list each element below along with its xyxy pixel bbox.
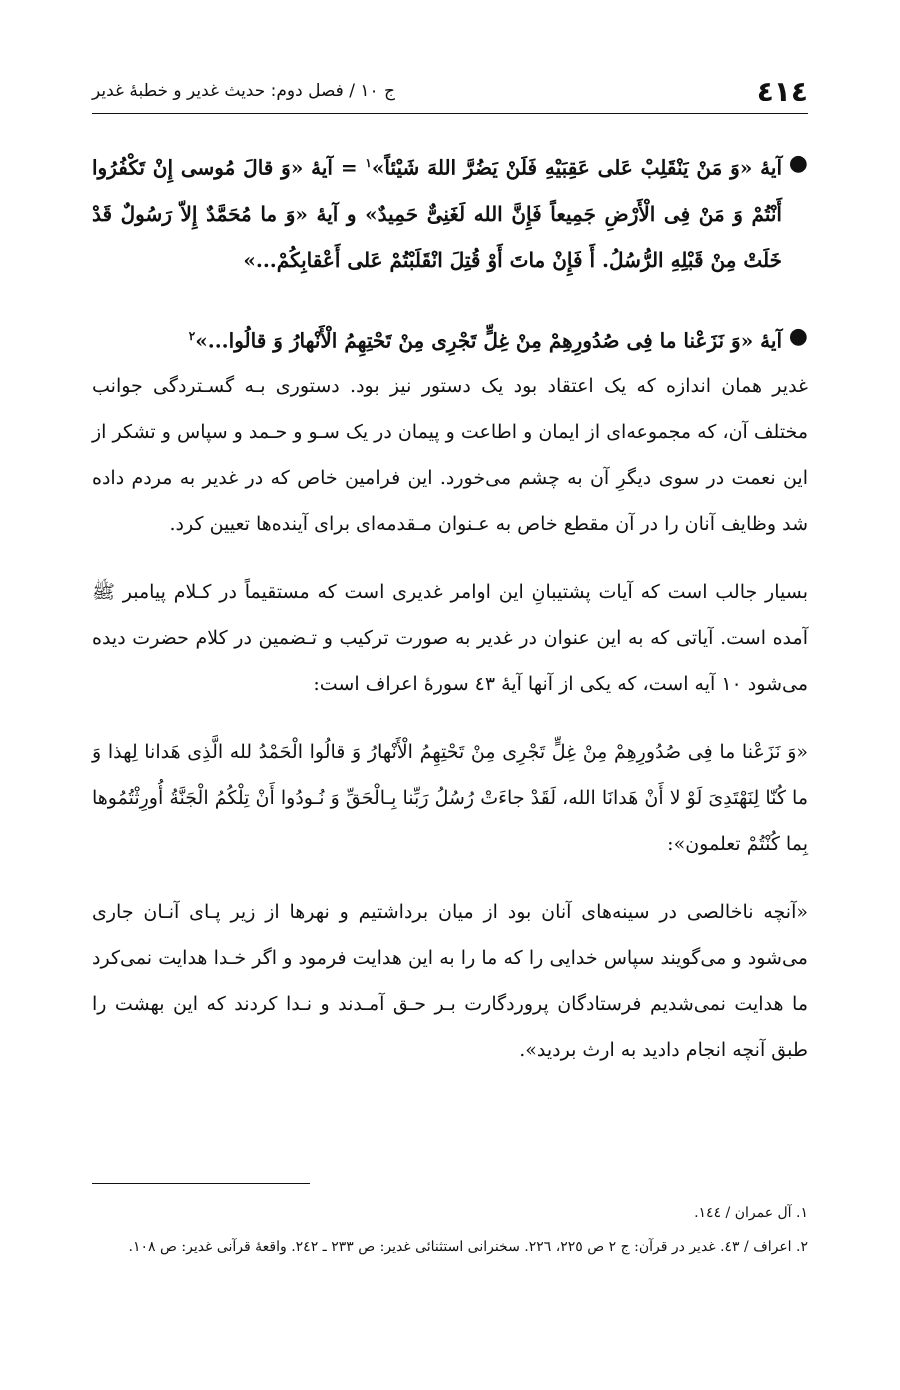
running-head: ج ١٠ / فصل دوم: حدیث غدیر و خطبهٔ غدیر [92, 81, 396, 101]
page-header [92, 72, 808, 110]
page-body [92, 140, 808, 1073]
footnote-rule [92, 1183, 310, 1184]
quran-quote-paragraph: «وَ نَزَعْنا ما فِی صُدُورِهِمْ مِنْ غِلٍّ تَجْرِی مِنْ تَحْتِهِمُ الْأَنْهارُ وَ قالُوا الْحَمْدُ لله الَّذِی هَدانا لِهذا وَ ما کُنّا لِنَهْتَدِیَ لَوْ لا أَنْ هَدانَا الله، لَقَدْ جاءَتْ رُسُلُ رَبِّنا بِـالْحَقِّ وَ نُـودُوا أَنْ تِلْکُمُ الْجَنَّةُ أُورِثْتُمُوها بِما کُنْتُمْ تعلمون»: [92, 741, 808, 856]
verse-text: آیهٔ «وَ مَنْ یَنْقَلِبْ عَلی عَقِبَیْهِ فَلَنْ یَضُرَّ اللهَ شَیْئاً» [371, 155, 783, 180]
translation-paragraph: «آنچه ناخالصی در سینه‌های آنان بود از میان برداشتیم و نهرها از زیر پـای آنـان جاری می‌شود و می‌گویند سپاس خدایی را که ما را به این هدایت فرمود و اگر خـدا هدایت نمی‌کرد ما هدایت نمی‌شدیم فرستادگان پروردگارت بـر حـق آمـدند و نـدا کردند که این بهشت را طبق آنچه انجام دادید به ارث بردید». [92, 901, 808, 1062]
verse-text-continued: = آیهٔ «وَ قالَ مُوسی إِنْ تَکْفُرُوا أَنْتُمْ وَ مَنْ فِی الْأَرْضِ جَمِیعاً فَإِنَّ الله لَغَنِیٌّ حَمِیدٌ» و آیهٔ «وَ ما مُحَمَّدٌ إِلاّ رَسُولٌ قَدْ خَلَتْ مِنْ قَبْلِهِ الرُّسُلُ. أَ فَإِنْ ماتَ أَوْ قُتِلَ انْقَلَبْتُمْ عَلی أَعْقابِکُمْ...» [92, 155, 782, 272]
body-paragraph: غدیر همان اندازه که یک اعتقاد بود یک دستور نیز بود. دستوری بـه گسـتردگی جوانب مختلف آن، که مجموعه‌ای از ایمان و اطاعت و پیمان در یک سـو و حـمد و سپاس و تشکر از این نعمت در سوی دیگرِ آن به چشم می‌خورد. این فرامین خاص که در غدیر به مردم داده شد وظایف آنان را در آن مقطع خاص به عـنوان مـقدمه‌ای برای آینده‌ها تعیین کرد. [92, 375, 808, 536]
verse-text: آیهٔ «وَ نَزَعْنا ما فِی صُدُورِهِمْ مِنْ غِلٍّ تَجْرِی مِنْ تَحْتِهِمُ الْأَنْهارُ وَ قالُوا...» [195, 328, 782, 353]
footnote-1: ١. آل عمران / ١٤٤. [694, 1205, 808, 1221]
verse-item [92, 140, 808, 283]
page-number: ٤١٤ [756, 74, 808, 108]
body-paragraph: بسیار جالب است که آیات پشتیبانِ این اوامر غدیری است که مستقیماً در کـلام پیامبر ﷺ آمده است. آیاتی که به این عنوان در غدیر به صورت ترکیب و تـضمین در کلام حضرت دیده می‌شود ١٠ آیه است، که یکی از آنها آیهٔ ٤٣ سورهٔ اعراف است: [92, 581, 808, 696]
footnote-ref[interactable]: ١ [365, 156, 372, 170]
bullet-icon: ● [788, 322, 808, 349]
footnote-2: ٢. اعراف / ٤٣. غدیر در قرآن: ج ٢ ص ٢٢٥، ٢٢٦. سخنرانی استثنائی غدیر: ص ٢٣٣ ـ ٢٤٢. واقعهٔ قرآنی غدیر: ص ١٠٨. [128, 1239, 808, 1255]
verse-item [92, 313, 808, 364]
bullet-icon: ● [788, 150, 808, 176]
footnote-ref[interactable]: ٢ [188, 328, 196, 343]
header-rule [92, 113, 808, 114]
footnotes [92, 1196, 808, 1264]
